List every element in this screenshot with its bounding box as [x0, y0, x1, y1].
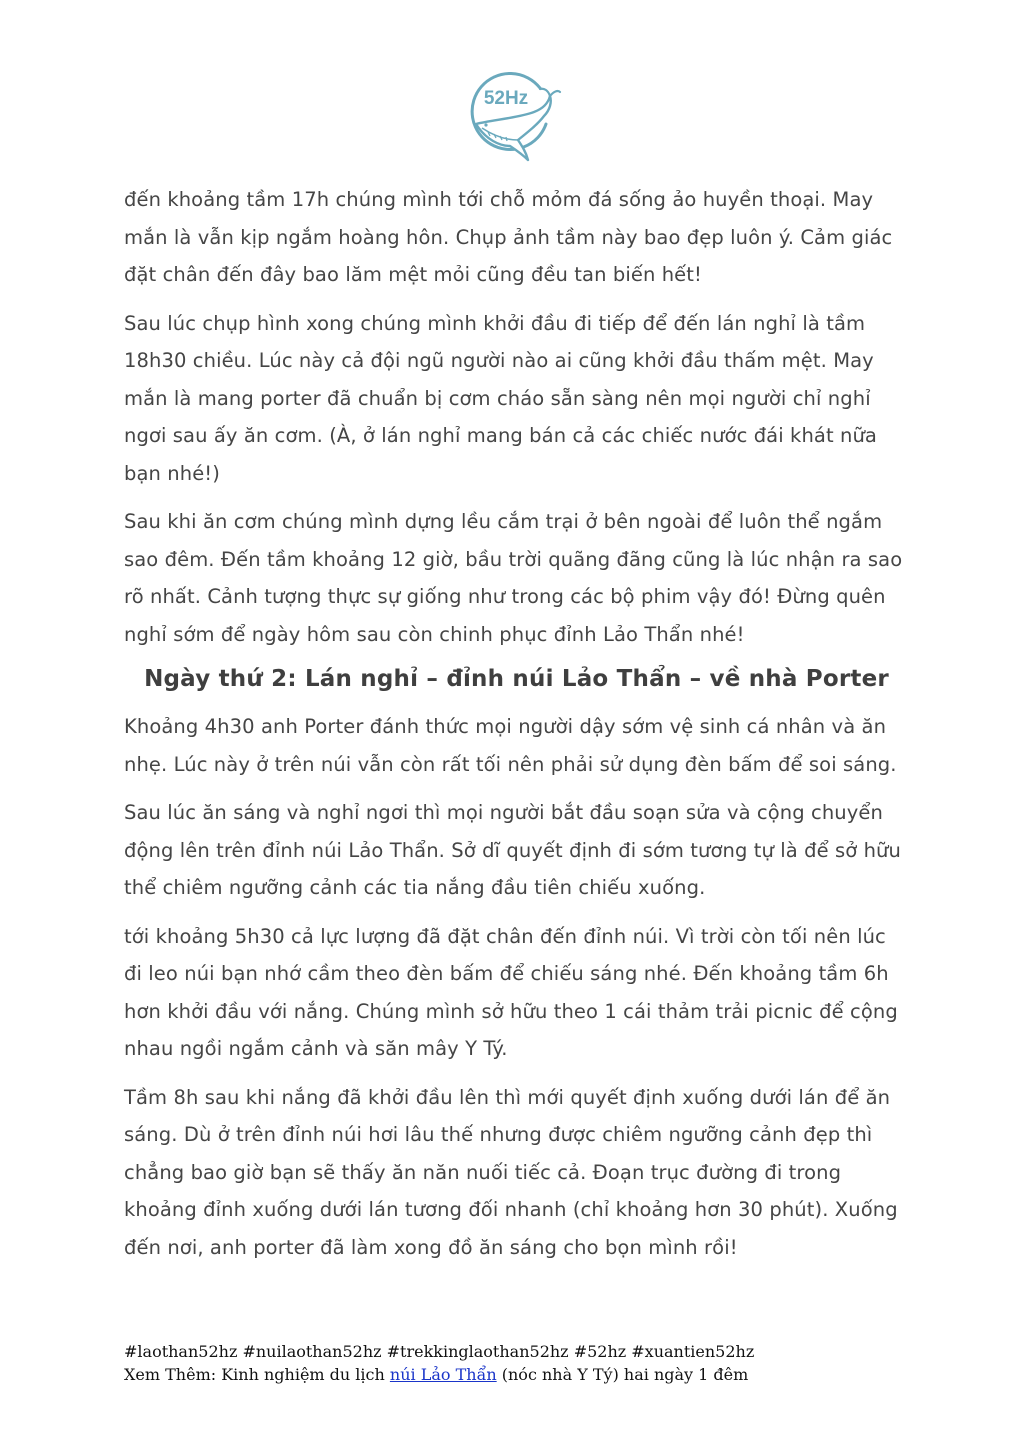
see-more-prefix: Xem Thêm: Kinh nghiệm du lịch: [124, 1365, 390, 1384]
paragraph: Khoảng 4h30 anh Porter đánh thức mọi người dậy sớm vệ sinh cá nhân và ăn nhẹ. Lúc này ở trên núi vẫn còn rất tối nên phải sử dụng đèn bấm để soi sáng.: [124, 715, 897, 776]
see-more-suffix: (nóc nhà Y Tý) hai ngày 1 đêm: [496, 1365, 749, 1384]
logo-text: 52Hz: [483, 88, 529, 109]
section-heading: Ngày thứ 2: Lán nghỉ – đỉnh núi Lảo Thẩn – về nhà Porter: [144, 666, 889, 692]
see-more-line: [124, 1363, 924, 1386]
paragraph: đến khoảng tầm 17h chúng mình tới chỗ mỏm đá sống ảo huyền thoại. May mắn là vẫn kịp ngắm hoàng hôn. Chụp ảnh tầm này bao đẹp luôn ý. Cảm giác đặt chân đến đây bao lăm mệt mỏi cũng đều tan biến hết!: [124, 188, 893, 286]
see-more-link[interactable]: núi Lảo Thẩn: [389, 1365, 497, 1384]
paragraph: Sau lúc ăn sáng và nghỉ ngơi thì mọi người bắt đầu soạn sửa và cộng chuyển động lên trên đỉnh núi Lảo Thẩn. Sở dĩ quyết định đi sớm tương tự là để sở hữu thể chiêm ngưỡng cảnh các tia nắng đầu tiên chiếu xuống.: [124, 801, 901, 899]
paragraph: Sau lúc chụp hình xong chúng mình khởi đầu đi tiếp để đến lán nghỉ là tầm 18h30 chiều. Lúc này cả đội ngũ người nào ai cũng khởi đầu thấm mệt. May mắn là mang porter đã chuẩn bị cơm cháo sẵn sàng nên mọi người chỉ nghỉ ngơi sau ấy ăn cơm. (À, ở lán nghỉ mang bán cả các chiếc nước đái khát nữa bạn nhé!): [124, 311, 877, 485]
paragraph: Tầm 8h sau khi nắng đã khởi đầu lên thì mới quyết định xuống dưới lán để ăn sáng. Dù ở trên đỉnh núi hơi lâu thế nhưng được chiêm ngưỡng cảnh đẹp thì chẳng bao giờ bạn sẽ thấy ăn năn nuối tiếc cả. Đoạn trục đường đi trong khoảng đỉnh xuống dưới lán tương đối nhanh (chỉ khoảng hơn 30 phút). Xuống đến nơi, anh porter đã làm xong đồ ăn sáng cho bọn mình rồi!: [124, 1085, 898, 1259]
whale-logo-icon: [462, 62, 562, 164]
paragraph: Sau khi ăn cơm chúng mình dựng lều cắm trại ở bên ngoài để luôn thể ngắm sao đêm. Đến tầm khoảng 12 giờ, bầu trời quãng đãng cũng là lúc nhận ra sao rõ nhất. Cảnh tượng thực sự giống như trong các bộ phim vậy đó! Đừng quên nghỉ sớm để ngày hôm sau còn chinh phục đỉnh Lảo Thẩn nhé!: [124, 510, 903, 646]
paragraph: tới khoảng 5h30 cả lực lượng đã đặt chân đến đỉnh núi. Vì trời còn tối nên lúc đi leo núi bạn nhớ cầm theo đèn bấm để chiếu sáng nhé. Đến khoảng tầm 6h hơn khởi đầu với nắng. Chúng mình sở hữu theo 1 cái thảm trải picnic để cộng nhau ngồi ngắm cảnh và săn mây Y Tý.: [124, 924, 898, 1060]
article-body: [124, 181, 909, 1277]
hashtags: #laothan52hz #nuilaothan52hz #trekkinglaothan52hz #52hz #xuantien52hz: [124, 1342, 755, 1361]
footer: [124, 1340, 924, 1386]
